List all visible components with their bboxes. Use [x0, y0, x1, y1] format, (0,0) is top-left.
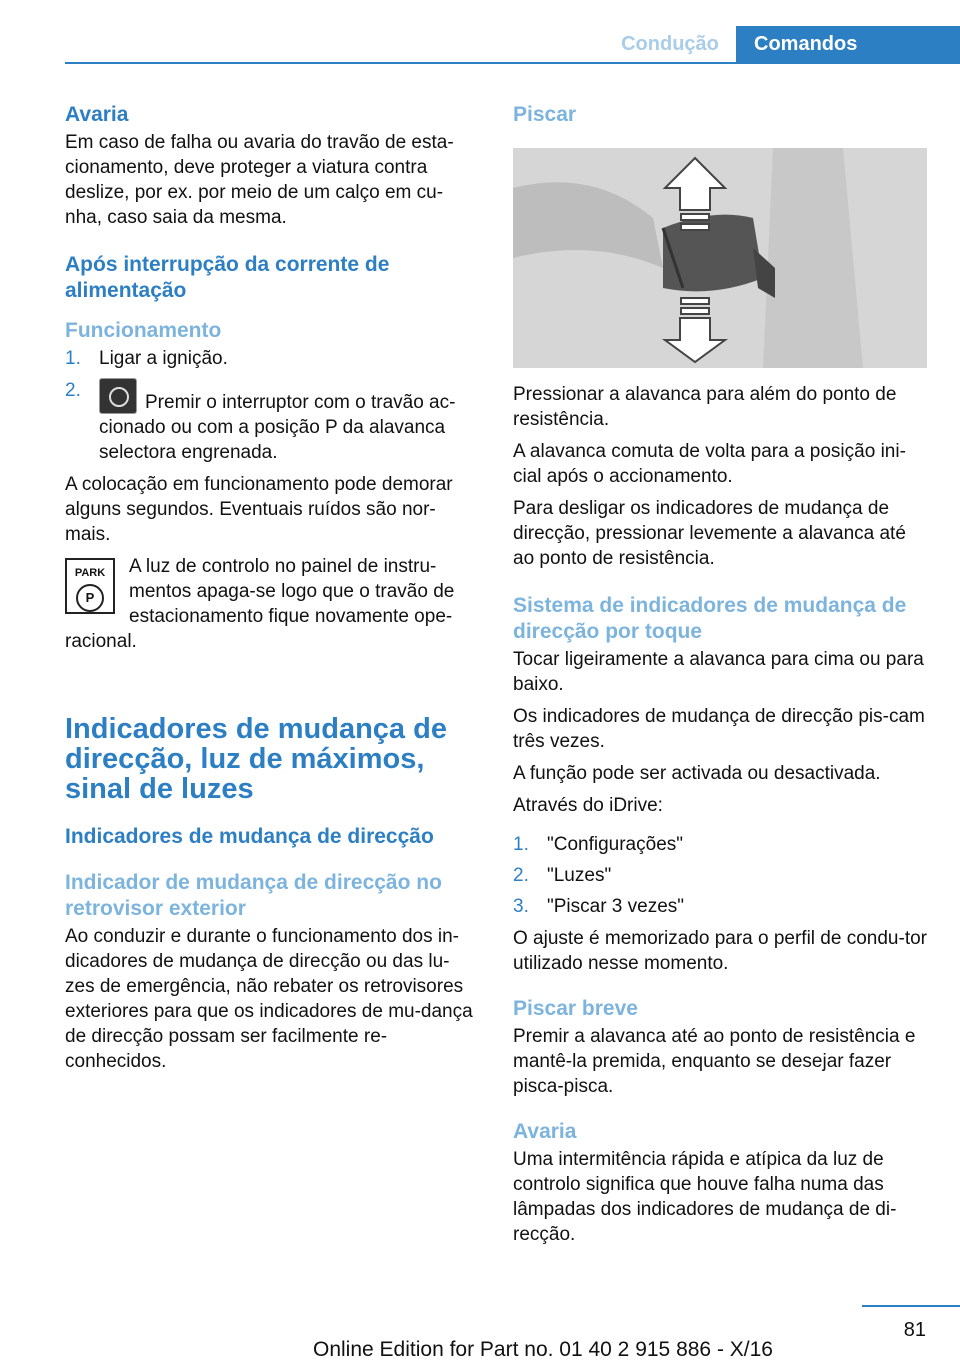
edition-text: Online Edition for Part no. 01 40 2 915 886 - X/16	[313, 1338, 773, 1361]
page-footer	[0, 1305, 960, 1362]
step-text: "Configurações"	[547, 834, 684, 855]
avaria-heading-right: Avaria	[513, 1120, 577, 1143]
park-indicator-icon	[65, 558, 115, 614]
footer-rule	[862, 1305, 960, 1307]
toque-text-5: O ajuste é memorizado para o perfil de condu-tor utilizado nesse momento.	[513, 928, 927, 974]
list-item	[65, 378, 478, 465]
page-number: 81	[903, 1319, 926, 1341]
tab-comandos[interactable]: Comandos	[736, 26, 960, 62]
avaria-text: Em caso de falha ou avaria do travão de esta-cionamento, deve proteger a viatura contra deslize, por ex. por meio de um calço em cu-nha, caso saia da mesma.	[65, 132, 454, 228]
piscar-heading: Piscar	[513, 103, 577, 126]
list-item	[513, 863, 931, 888]
toque-heading: Sistema de indicadores de mudança de direcção por toque	[513, 594, 907, 643]
parking-brake-button-icon	[99, 378, 137, 414]
apos-heading: Após interrupção da corrente de alimentação	[65, 253, 390, 302]
step-text: "Piscar 3 vezes"	[547, 896, 685, 917]
section-title: Indicadores de mudança de direcção, luz de máximos, sinal de luzes	[65, 713, 447, 805]
step-number: 1.	[513, 834, 529, 855]
toque-text-3: A função pode ser activada ou desactivada.	[513, 763, 881, 784]
piscar-breve-heading: Piscar breve	[513, 997, 638, 1020]
step-number: 2.	[513, 865, 529, 886]
funcionamento-heading: Funcionamento	[65, 319, 222, 342]
colocacao-text: A colocação em funcionamento pode demorar alguns segundos. Eventuais ruídos são nor-mais.	[65, 474, 453, 545]
lever-drawing	[513, 148, 927, 368]
step-number: 3.	[513, 896, 529, 917]
list-item	[513, 894, 931, 919]
avaria-text-right: Uma intermitência rápida e atípica da luz de controlo significa que houve falha numa das lâmpadas dos indicadores de mudança de di-recção.	[513, 1149, 897, 1245]
subsection-title: Indicadores de mudança de direcção	[65, 825, 434, 848]
park-symbol: P	[76, 584, 104, 612]
step-text: "Luzes"	[547, 865, 612, 886]
park-label: PARK	[74, 567, 106, 579]
avaria-heading: Avaria	[65, 103, 129, 126]
step-text: Ligar a ignição.	[99, 348, 228, 369]
toque-text-2: Os indicadores de mudança de direcção pis-cam três vezes.	[513, 706, 925, 752]
list-item	[65, 346, 478, 371]
right-column	[513, 102, 931, 1254]
step-number: 1.	[65, 348, 81, 369]
piscar-text-1: Pressionar a alavanca para além do ponto de resistência.	[513, 384, 897, 430]
tab-conducao[interactable]: Condução	[621, 32, 719, 55]
step-body	[99, 378, 478, 465]
toque-text-4: Através do iDrive:	[513, 795, 663, 816]
funcionamento-steps	[65, 346, 478, 465]
left-column	[65, 102, 478, 1081]
idrive-steps	[513, 832, 931, 919]
list-item	[513, 832, 931, 857]
luz-controlo-text: A luz de controlo no painel de instru-mentos apaga-se logo que o travão de estacionamento fique novamente ope-racional.	[65, 556, 455, 652]
piscar-text-2: A alavanca comuta de volta para a posição ini-cial após o accionamento.	[513, 441, 906, 487]
piscar-breve-text: Premir a alavanca até ao ponto de resistência e mantê-la premida, enquanto se desejar fazer pisca-pisca.	[513, 1026, 916, 1097]
retrovisor-text: Ao conduzir e durante o funcionamento dos in-dicadores de mudança de direcção ou das lu-zes de emergência, não rebater os retrovisores exteriores para que os indicadores de mu-dança de direcção possam ser facilmente re-conhecidos.	[65, 926, 473, 1072]
piscar-text-3: Para desligar os indicadores de mudança de direcção, pressionar levemente a alavanca até ao ponto de resistência.	[513, 498, 906, 569]
step-number: 2.	[65, 380, 81, 401]
retrovisor-heading: Indicador de mudança de direcção no retrovisor exterior	[65, 871, 442, 920]
toque-text-1: Tocar ligeiramente a alavanca para cima ou para baixo.	[513, 649, 924, 695]
step-text: Premir o interruptor com o travão ac-cionado ou com a posição P da alavanca selectora engrenada.	[99, 392, 456, 463]
park-note	[65, 554, 478, 654]
turn-signal-lever-illustration	[513, 148, 927, 368]
